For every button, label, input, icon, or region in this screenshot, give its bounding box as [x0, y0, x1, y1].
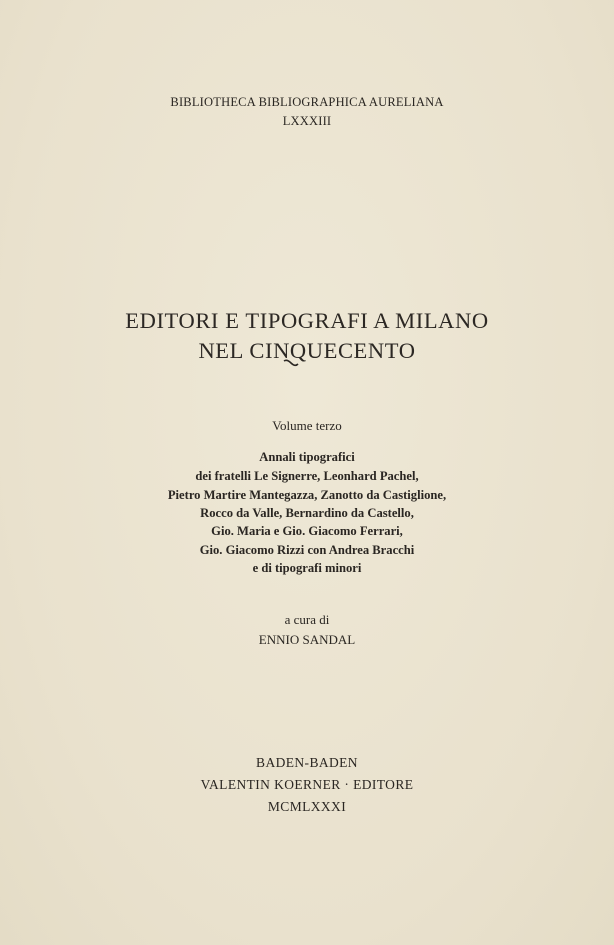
subtitle-line: e di tipografi minori [252, 561, 362, 575]
imprint-year: MCMLXXXI [267, 799, 347, 814]
subtitle-line: Pietro Martire Mantegazza, Zanotto da Castiglione, [167, 488, 447, 502]
series-number: LXXXIII [282, 114, 332, 128]
tilde-ornament [283, 359, 299, 367]
volume-label: Volume terzo [272, 418, 342, 433]
subtitle-line: Gio. Giacomo Rizzi con Andrea Bracchi [199, 543, 415, 557]
imprint-place: BADEN-BADEN [256, 755, 358, 770]
imprint-publisher: VALENTIN KOERNER · EDITORE [200, 777, 414, 792]
editor-name: ENNIO SANDAL [258, 632, 356, 647]
editor-label: a cura di [284, 612, 330, 627]
subtitle-line: dei fratelli Le Signerre, Leonhard Pachel, [195, 469, 419, 483]
book-title-line-2: NEL CINQUECENTO [198, 338, 416, 363]
subtitle-line: Rocco da Valle, Bernardino da Castello, [200, 506, 414, 520]
book-title-line-1: EDITORI E TIPOGRAFI A MILANO [125, 308, 489, 333]
series-name: BIBLIOTHECA BIBLIOGRAPHICA AURELIANA [170, 95, 444, 109]
subtitle-line: Gio. Maria e Gio. Giacomo Ferrari, [211, 524, 403, 538]
subtitle-line: Annali tipografici [259, 450, 355, 464]
